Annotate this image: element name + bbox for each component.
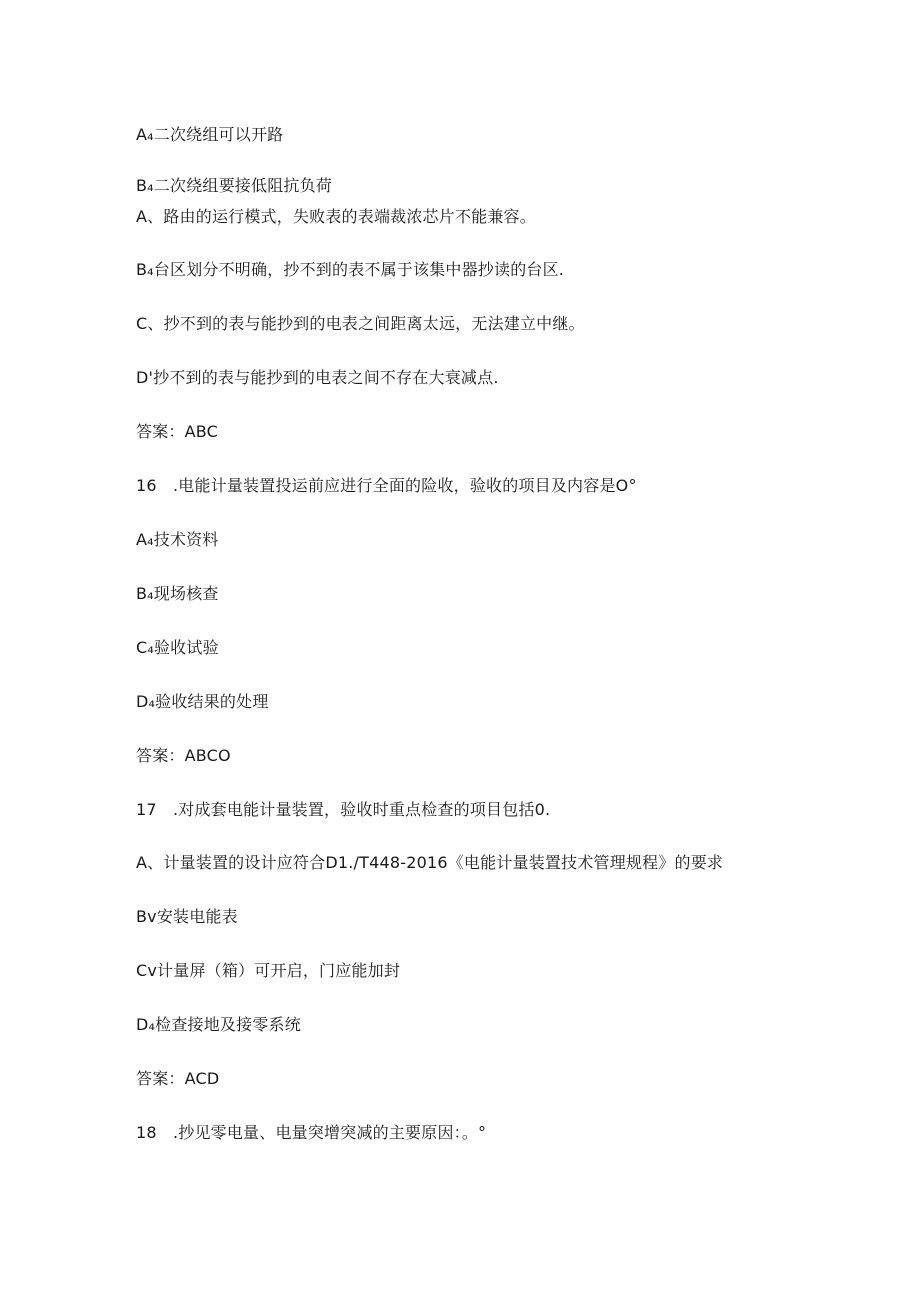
- option-b-line: Bv安装电能表: [136, 907, 238, 926]
- option-b-line: B₄现场核查: [136, 584, 219, 603]
- option-d-line: D₄验收结果的处理: [136, 692, 269, 711]
- option-a-line: A₄技术资料: [136, 530, 219, 549]
- question-17: 17 .对成套电能计量装置，验收时重点检查的项目包括0.: [136, 800, 551, 819]
- option-a-line: A、计量装置的设计应符合D1./T448-2016《电能计量装置技术管理规程》的要求: [136, 853, 724, 872]
- answer-line: 答案：ABCO: [136, 746, 231, 765]
- question-18: 18 .抄见零电量、电量突增突减的主要原因：。°: [136, 1123, 487, 1142]
- option-d-line: D₄检查接地及接零系统: [136, 1015, 301, 1034]
- option-c-line: Cv计量屏（箱）可开启，门应能加封: [136, 961, 401, 980]
- option-b-line: B₄二次绕组要接低阻抗负荷: [136, 176, 332, 195]
- option-c-line: C₄验收试验: [136, 638, 219, 657]
- answer-line: 答案：ACD: [136, 1069, 220, 1088]
- option-a-line: A、路由的运行模式，失败表的表端裁浓芯片不能兼容。: [136, 207, 536, 226]
- option-c-line: C、抄不到的表与能抄到的电表之间距离太远，无法建立中继。: [136, 314, 585, 333]
- answer-line: 答案：ABC: [136, 422, 219, 441]
- option-d-line: D'抄不到的表与能抄到的电表之间不存在大衰减点.: [136, 368, 499, 387]
- option-b-line: B₄台区划分不明确，抄不到的表不属于该集中器抄读的台区.: [136, 260, 565, 279]
- option-a-line: A₄二次绕组可以开路: [136, 125, 284, 144]
- question-16: 16 .电能计量装置投运前应进行全面的险收，验收的项目及内容是O°: [136, 476, 637, 495]
